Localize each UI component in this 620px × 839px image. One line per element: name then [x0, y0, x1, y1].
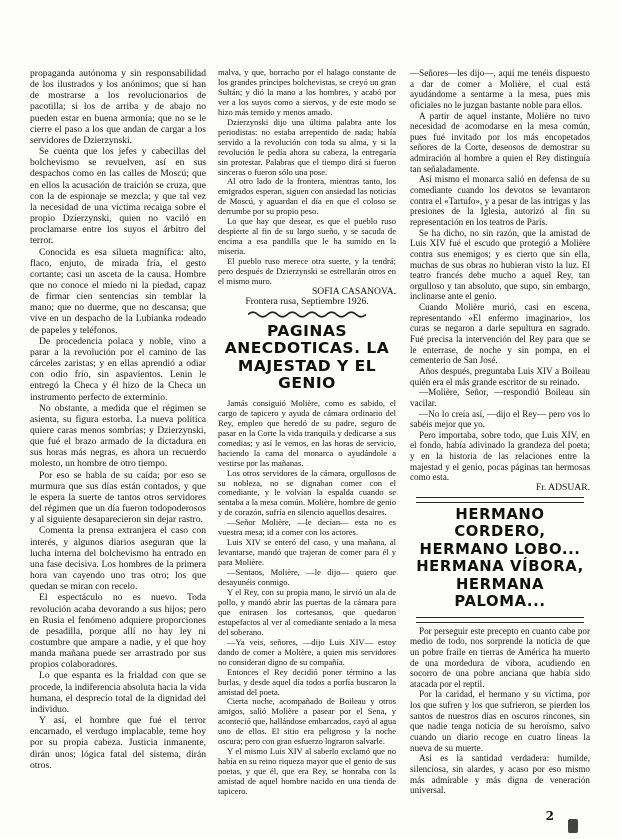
- paragraph: —Señor Molière, —le decían— esta no es vuestra mesa; id a comer con los actores.: [218, 517, 396, 538]
- paragraph: Pero importaba, sobre todo, que Luis XIV, en el fondo, había adivinado la grandeza del poeta; y en la historia de las relaciones entre la majestad y el genio, pocas páginas tan hermosas como esta.: [410, 429, 590, 483]
- paragraph: —Señores—les dijo—, aquí me tenéis dispuesto a dar de comer a Molière, el cual está ayudándome a sentarme a la mesa, pues mis oficiales no le juzgan bastante noble para ellos.: [410, 68, 590, 110]
- paragraph: Dzierzynski dijo una última palabra ante los periodistas: no estaba arrepentido de nada; había servido a la revolución con toda su alma, y si la revolución le pedía ahora su cabeza, la entregaría sin protestar. Palabras que el tiempo dirá si fueron sinceras o fueron sólo una pose.: [218, 116, 396, 177]
- paragraph: Jamás consiguió Molière, como es sabido, el cargo de tapicero y ayuda de cámara ordinario del Rey, empleo que heredó de su padre, seguro de pasar en la Corte la vida tranquila y dedicarse a sus comedias; y así le vemos, en las horas de servicio, haciendo la cama del monarca o ayudándole a vestirse por las mañanas.: [218, 397, 396, 468]
- paragraph: Por perseguir este precepto en cuanto cabe por medio de todo, nos sorprende la noticia de que un pobre fraile en tierras de América ha muerto de una mordedura de víbora, acudiendo en socorro de una pobre anciana que había sido atacada por el reptil.: [410, 625, 590, 689]
- paragraph: —Sentaos, Molière, —le dijo— quiero que desayunéis conmigo.: [218, 567, 396, 588]
- paragraph: malva, y que, borracho por el halago constante de los grandes príncipes bolchevistas, se creyó un gran Sultán; y dió la mano a los hombres, y acabó por ver a los suyos como a siervos, y de este modo se hizo más temido y menos amado.: [218, 67, 396, 117]
- paragraph: Por eso se habla de su caída; por eso se murmura que sus días están contados, y que le espera la suerte de tantos otros servidores del régimen que un día fueron todopoderosos y al siguiente desaparecieron sin dejar rastro.: [30, 469, 206, 526]
- paragraph: Y el Rey, con su propia mano, le sirvió un ala de pollo, y mandó abrir las puertas de la cámara para que entrasen los cortesanos, que quedaron estupefactos al ver al comediante sentado a la mesa del soberano.: [218, 586, 396, 637]
- column-3: [410, 68, 590, 796]
- article-headline: HERMANO CORDERO, HERMANO LOBO... HERMANA VÍBORA, HERMANA PALOMA...: [416, 505, 584, 611]
- paragraph: —Molière, Señor, —respondió Boileau sin vacilar.: [410, 387, 590, 408]
- paragraph: Se cuenta que los jefes y cabecillas del bolchevismo se revuelven, así en sus despachos como en las calles de Moscú; que en ellos la acusación de traición se cruza, que con la de espionaje se mezcla; y que tal vez la necesidad de una víctima recaiga sobre el propio Dzierzynski, quien no vaciló en proclamarse entre los suyos el árbitro del terror.: [30, 146, 206, 247]
- paragraph: propaganda autónoma y sin responsabilidad de los ilustrados y los anónimos; que si han de mostrarse a los revolucionarios de pacotilla; si los de arriba y de abajo no pueden estar en buena armonía; que no se le cierre el paso a los que andan de cargar a los servidores de Dzierzynski.: [30, 68, 206, 146]
- paragraph: El espectáculo no es nuevo. Toda revolución acaba devorando a sus hijos; pero en Rusia el fenómeno adquiere proporciones de pesadilla, porque allí no hay ley ni costumbre que ampare a nadie, y el que hoy manda mañana puede ser arrastrado por sus propios colaboradores.: [30, 592, 206, 671]
- paragraph: No obstante, a medida que el régimen se asienta, su figura estorba. La nueva política quiere caras menos sombrías; y Dzierzynski, que fué el brazo armado de la dictadura en sus horas más negras, es ahora un recuerdo molesto, un hombre de otro tiempo.: [30, 402, 206, 470]
- paragraph: —No lo creía así, —dijo el Rey— pero vos lo sabéis mejor que yo.: [410, 408, 590, 430]
- article-dateline: Frontera rusa, Septiembre 1926.: [245, 295, 369, 307]
- paragraph: De procedencia polaca y noble, vino a parar a la revolución por el camino de las cárceles zaristas; y en ellas aprendió a odiar con odio frío, sin aspavientos. Lenin le entregó la Checa y él hizo de la Checa un instrumento perfecto de exterminio.: [30, 335, 206, 403]
- page-number: 2: [545, 809, 554, 823]
- paragraph: Así mismo el monarca salió en defensa de su comediante cuando los devotos se levantaron contra el «Tartufo», y a pesar de las intrigas y las presiones de la Iglesia, autorizó al fin su representación en los teatros de París.: [410, 174, 590, 227]
- paragraph: Se ha dicho, no sin razón, que la amistad de Luis XIV fué el escudo que protegió a Molière contra sus enemigos; y es cierto que sin ella, muchas de sus obras no hubieran visto la luz. El teatro francés debe mucho a aquel Rey, tan orgulloso y tan absoluto, que supo, sin embargo, inclinarse ante el genio.: [410, 227, 590, 302]
- paragraph: Así es la santidad verdadera: humilde, silenciosa, sin alardes, y acaso por eso mismo más admirable y más digna de veneración universal.: [410, 753, 590, 796]
- paragraph: Cierta noche, acompañado de Boileau y otros amigos, salió Molière a pasear por el Sena, y aconteció que, hallándose embarcados, cayó al agua uno de ellos. El sitio era peligroso y la noche oscura; pero con gran esfuerzo lograron salvarle.: [218, 696, 396, 747]
- paragraph: Al otro lado de la frontera, mientras tanto, los emigrados esperan, siguen con ansiedad las noticias de Moscú, y aguardan el día en que el coloso se derrumbe por su propio peso.: [218, 176, 396, 217]
- article-signature: SOFIA CASANOVA.: [311, 285, 396, 297]
- ornamental-divider: [248, 310, 366, 319]
- paragraph: —Ya veis, señores, —dijo Luis XIV— estoy dando de comer a Molière, a quien mis servidores no consideran digno de su compañía.: [218, 636, 396, 667]
- section-divider: [416, 497, 584, 503]
- column-1: [30, 68, 206, 771]
- paragraph: Por la caridad, el hermano y su víctima, por los que sufren y los que sufrieron, se pierden los santos de nuestros días en oscuros rincones, sin que nadie tenga noticia de su heroísmo, salvo cuando un diario recoge en cuatro líneas la nueva de su muerte.: [410, 689, 590, 753]
- paragraph: Años después, preguntaba Luis XIV a Boileau quién era el más grande escritor de su reinado.: [410, 365, 590, 387]
- article-signature: Fr. ADSUAR.: [535, 481, 590, 493]
- paragraph: Y el mismo Luis XIV al saberlo exclamó que no había en su reino riqueza mayor que el genio de sus poetas, y que él, que era Rey, se honraba con la amistad de aquel hombre nacido en una tienda de tapicero.: [218, 746, 396, 797]
- paragraph: El pueblo ruso merece otra suerte, y la tendrá; pero después de Dzierzynski se estrellarán otros en el mismo muro.: [218, 256, 396, 287]
- paragraph: Lo que hay que desear, es que el pueblo ruso despierte al fin de su largo sueño, y se sacuda de encima a esa pandilla que le ha sumido en la miseria.: [218, 216, 396, 257]
- paragraph: Luis XIV se enteró del caso, y una mañana, al levantarse, mandó que trajeran de comer para él y para Molière.: [218, 537, 396, 568]
- print-smudge: [568, 819, 578, 833]
- paragraph: Comenta la prensa extranjera el caso con interés, y algunos diarios aseguran que la lucha interna del bolchevismo ha entrado en una fase decisiva. Los hombres de la primera hora van cayendo uno tras otro; los que quedan se miran con recelo.: [30, 525, 206, 593]
- paragraph: A partir de aquel instante, Molière no tuvo necesidad de acomodarse en la mesa común, pues fué invitado por los más encopetados señores de la Corte, deseosos de demostrar su admiración al hombre a quien el Rey distinguía tan señaladamente.: [410, 110, 590, 174]
- paragraph: Conocida es esa silueta magnífica: alto, flaco, enjuto, de mirada fría, el gesto cortante; casi un asceta de la causa. Hombre que no conoce el miedo ni la piedad, capaz de firmar cien sentencias sin temblar la mano; que no duerme, que no descansa; que vive en un despacho de la Lubianka rodeado de papeles y teléfonos.: [30, 246, 206, 336]
- paragraph: Lo que espanta es la frialdad con que se procede, la indiferencia absoluta hacia la vida humana, el desprecio total de la dignidad del individuo.: [30, 670, 206, 715]
- paragraph: Y así, el hombre que fué el terror encarnado, el verdugo implacable, teme hoy por su propia cabeza. Justicia inmanente, dirán unos; lógica fatal del sistema, dirán otros.: [30, 715, 206, 771]
- section-divider: [416, 617, 584, 623]
- column-2: [218, 68, 396, 797]
- paragraph: Cuando Molière murió, casi en escena, representando «El enfermo imaginario», los curas se negaron a darle sepultura en sagrado. Fué precisa la intervención del Rey para que se le enterrase, de noche y sin pompa, en el cementerio de San José.: [410, 302, 590, 366]
- paragraph: Entonces el Rey decidió poner término a las burlas, y desde aquel día todos a porfía buscaron la amistad del poeta.: [218, 666, 396, 697]
- article-headline: PAGINAS ANECDOTICAS. LA MAJESTAD Y EL GENIO: [224, 321, 390, 393]
- paragraph: Los otros servidores de la cámara, orgullosos de su nobleza, no se dignaban comer con el comediante, y le volvían la espalda cuando se sentaba a la mesa común. Molière, hombre de genio y de corazón, sufría en silencio aquellos desaires.: [218, 467, 396, 518]
